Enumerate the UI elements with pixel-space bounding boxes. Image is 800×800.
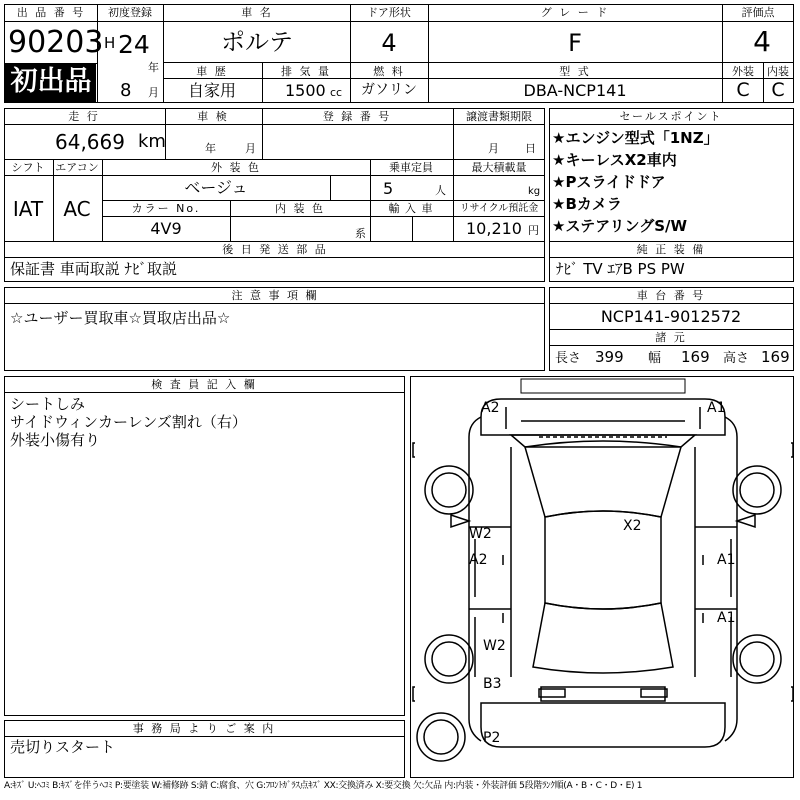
sales-points-label: セールスポイント bbox=[619, 110, 723, 123]
transfer-deadline-label: 譲渡書類期限 bbox=[466, 110, 532, 123]
inspection-year-unit: 年 bbox=[205, 142, 216, 155]
exterior-color: ベージュ bbox=[184, 178, 248, 197]
displacement-label: 排 気 量 bbox=[281, 65, 331, 78]
notes-text: ☆ユーザー買取車☆買取店出品☆ bbox=[10, 309, 231, 327]
inspector-label: 検 査 員 記 入 欄 bbox=[151, 378, 257, 391]
recycle-deposit-label: リサイクル預託金 bbox=[459, 203, 539, 214]
transfer-day-unit: 日 bbox=[525, 142, 536, 155]
lot-number: 90203 bbox=[8, 25, 104, 60]
recycle-unit: 円 bbox=[528, 224, 539, 237]
width: 169 bbox=[681, 348, 710, 366]
color-number: 4V9 bbox=[150, 219, 182, 238]
height: 169 bbox=[761, 348, 790, 366]
mark-front-left: A2 bbox=[481, 400, 500, 416]
aircon: AC bbox=[63, 197, 91, 221]
office-label: 事 務 局 よ り ご 案 内 bbox=[132, 722, 276, 735]
mark-right-front-door: A1 bbox=[717, 552, 736, 568]
interior-grade-label: 内装 bbox=[767, 65, 789, 78]
max-load-unit: kg bbox=[528, 186, 541, 197]
capacity-label: 乗車定員 bbox=[389, 161, 433, 174]
car-name: ポルテ bbox=[221, 28, 293, 56]
inspection-label: 車 検 bbox=[197, 110, 229, 123]
inspector-line-2: サイドウィンカーレンズ割れ（右） bbox=[10, 413, 247, 431]
mileage-label: 走 行 bbox=[68, 110, 100, 123]
registration-number-label: 登 録 番 号 bbox=[322, 110, 392, 123]
shift: IAT bbox=[12, 197, 44, 221]
capacity: 5 bbox=[383, 179, 394, 198]
mark-left-rear-quarter: W2 bbox=[483, 638, 506, 654]
inspector-line-1: シートしみ bbox=[10, 395, 86, 413]
inspection-month-unit: 月 bbox=[245, 142, 256, 155]
chassis-number: NCP141-9012572 bbox=[600, 307, 742, 326]
car-outline-diagram bbox=[411, 377, 795, 779]
mark-roof: X2 bbox=[623, 518, 642, 534]
lot-number-label: 出 品 番 号 bbox=[16, 6, 86, 19]
office-text: 売切りスタート bbox=[10, 738, 116, 756]
model-label: 型 式 bbox=[559, 65, 591, 78]
interior-color-label: 内 装 色 bbox=[275, 202, 325, 215]
first-registration-label: 初度登録 bbox=[108, 6, 152, 19]
width-label: 幅 bbox=[648, 351, 662, 366]
era: H bbox=[104, 34, 116, 52]
displacement: 1500 bbox=[285, 81, 326, 100]
mark-left-front-door-upper: W2 bbox=[469, 526, 492, 542]
sales-point-1: ★エンジン型式「1NZ」 bbox=[552, 129, 719, 147]
interior-grade: C bbox=[771, 79, 785, 101]
capacity-unit: 人 bbox=[435, 184, 446, 197]
aircon-label: エアコン bbox=[55, 161, 99, 174]
sales-point-2: ★キーレスX2車内 bbox=[552, 151, 677, 169]
original-equipment: ﾅﾋﾞ TV ｴｱB PS PW bbox=[556, 260, 685, 278]
shift-label: シフト bbox=[11, 161, 45, 174]
fuel: ガソリン bbox=[361, 82, 417, 98]
mark-right-rear-door: A1 bbox=[717, 610, 736, 626]
transfer-month-unit: 月 bbox=[488, 142, 499, 155]
damage-legend: A:ｷｽﾞ U:ﾍｺﾐ B:ｷｽﾞを伴うﾍｺﾐ P:要塗装 W:補修跡 S:錆 C:腐食、穴 G:ﾌﾛﾝﾄｶﾞﾗｽ点ｷｽﾞ XX:交換済み X:要交換 欠:欠品 内:内装・外装評価 5段階ﾗﾝｸ順(A・B・C・D・E) 1 bbox=[4, 781, 643, 791]
sales-point-3: ★Pスライドドア bbox=[552, 173, 666, 191]
damage-diagram bbox=[410, 376, 794, 778]
specifications-label: 諸 元 bbox=[655, 331, 687, 344]
notes-label: 注 意 事 項 欄 bbox=[231, 289, 319, 302]
grade: F bbox=[568, 29, 582, 57]
car-name-label: 車 名 bbox=[241, 6, 273, 19]
exterior-grade-label: 外装 bbox=[732, 65, 754, 78]
chassis-number-label: 車 台 番 号 bbox=[636, 289, 706, 302]
displacement-unit: cc bbox=[330, 86, 343, 99]
import-label: 輸 入 車 bbox=[388, 202, 434, 215]
recycle-deposit: 10,210 bbox=[466, 219, 522, 238]
fuel-label: 燃 料 bbox=[373, 65, 405, 78]
model: DBA-NCP141 bbox=[523, 81, 627, 100]
history-label: 車 歴 bbox=[196, 65, 228, 78]
height-label: 高さ bbox=[723, 351, 750, 366]
sales-point-5: ★ステアリングS/W bbox=[552, 217, 688, 235]
mileage: 64,669 bbox=[55, 130, 125, 154]
month-unit: 月 bbox=[148, 86, 159, 99]
length-label: 長さ bbox=[555, 351, 582, 366]
year-unit: 年 bbox=[148, 61, 159, 74]
length: 399 bbox=[595, 348, 624, 366]
history: 自家用 bbox=[187, 81, 237, 100]
exterior-color-label: 外 装 色 bbox=[211, 161, 261, 174]
reg-month: 8 bbox=[120, 80, 132, 101]
max-load-label: 最大積載量 bbox=[471, 161, 527, 174]
score-label: 評価点 bbox=[741, 6, 775, 19]
mark-left-rear: B3 bbox=[483, 676, 502, 692]
sales-point-4: ★Bカメラ bbox=[552, 195, 622, 213]
score: 4 bbox=[753, 25, 771, 58]
mark-front-right: A1 bbox=[707, 400, 726, 416]
first-listing-label: 初出品 bbox=[10, 66, 92, 97]
grade-label: グ レ ー ド bbox=[540, 6, 610, 19]
door-label: ドア形状 bbox=[367, 6, 411, 19]
original-equipment-label: 純 正 装 備 bbox=[636, 243, 706, 256]
mark-left-front-door: A2 bbox=[469, 552, 488, 568]
inspector-line-3: 外装小傷有り bbox=[10, 431, 101, 449]
interior-color-unit: 系 bbox=[355, 227, 366, 240]
color-number-label: カラー No. bbox=[131, 202, 201, 215]
mark-rear-bumper: P2 bbox=[483, 730, 501, 746]
exterior-grade: C bbox=[736, 79, 750, 101]
reg-year: 24 bbox=[118, 30, 150, 59]
later-shipping-items: 保証書 車両取説 ﾅﾋﾞ取説 bbox=[10, 260, 178, 278]
doors: 4 bbox=[381, 29, 397, 57]
later-shipping-label: 後 日 発 送 部 品 bbox=[222, 243, 328, 256]
mileage-unit: km bbox=[138, 131, 166, 152]
